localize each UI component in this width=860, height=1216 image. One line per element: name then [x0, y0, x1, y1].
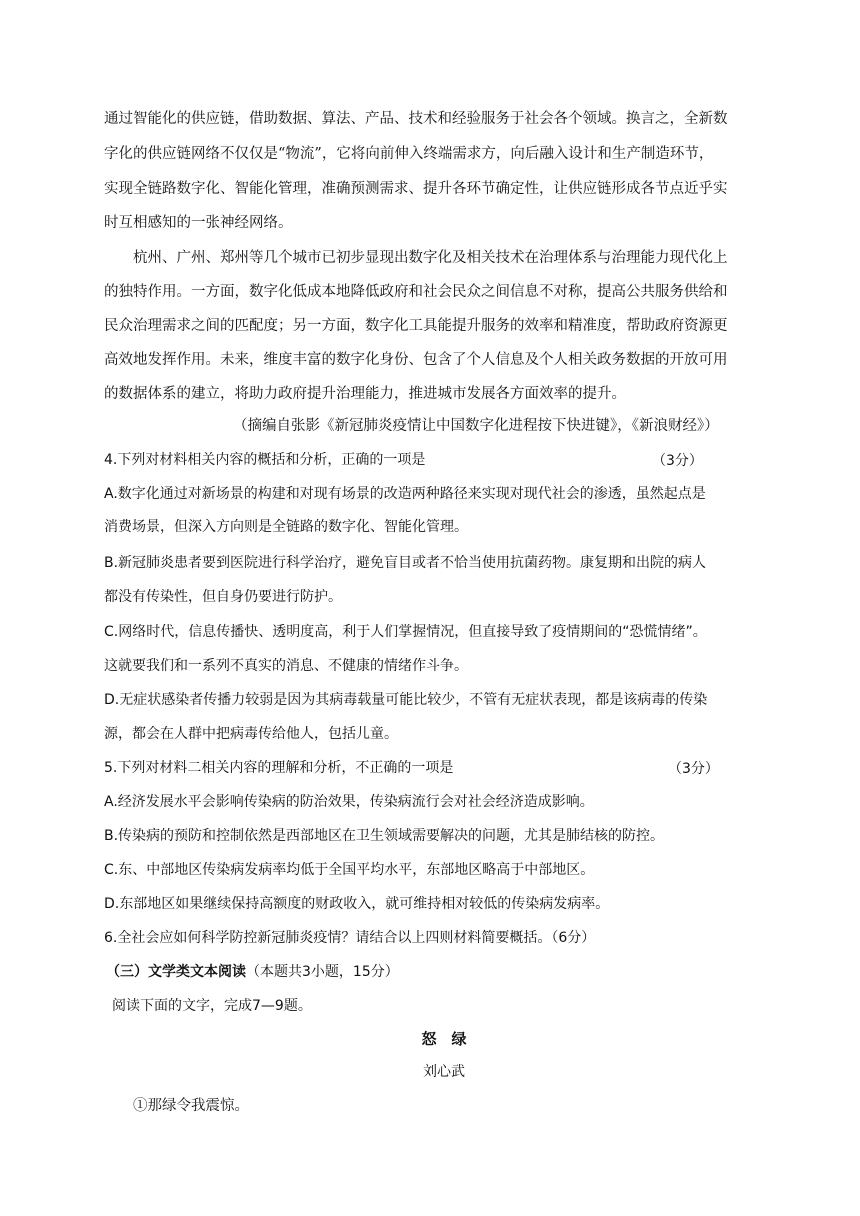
section-heading-note: （本题共3小题，15分） — [246, 964, 399, 980]
option-b-line-2: 都没有传染性，但自身仍要进行防护。 — [104, 589, 342, 605]
option-a-line-2: 消费场景，但深入方向则是全链路的数字化、智能化管理。 — [104, 519, 468, 535]
section-heading-title: （三）文学类文本阅读 — [106, 964, 246, 980]
text-line: 的数据体系的建立，将助力政府提升治理能力，推进城市发展各方面效率的提升。 — [104, 386, 626, 402]
question-stem: 5.下列对材料二相关内容的理解和分析，不正确的一项是 — [104, 760, 454, 776]
source-citation: （摘编自张影《新冠肺炎疫情让中国数字化进程按下快进键》，《新浪财经》） — [233, 418, 719, 434]
text-line: 时互相感知的一张神经网络。 — [104, 215, 293, 231]
text-line: 的独特作用。一方面，数字化低成本地降低政府和社会民众之间信息不对称，提高公共服务供给和 — [104, 284, 728, 300]
option-a: A.经济发展水平会影响传染病的防治效果，传染病流行会对社会经济造成影响。 — [104, 794, 594, 810]
article-title: 怒 绿 — [421, 1030, 467, 1048]
text-line: 字化的供应链网络不仅仅是“物流”，它将向前伸入终端需求方，向后融入设计和生产制造环节， — [104, 146, 714, 162]
question-score: （3分） — [668, 761, 719, 777]
text-line: 实现全链路数字化、智能化管理，准确预测需求、提升各环节确定性，让供应链形成各节点近乎实 — [104, 181, 728, 197]
text-line: 高效地发挥作用。未来，维度丰富的数字化身份、包含了个人信息及个人相关政务数据的开放可用 — [104, 352, 728, 368]
question-stem: 4.下列对材料相关内容的概括和分析，正确的一项是 — [104, 452, 426, 468]
option-b-line-1: B.新冠肺炎患者要到医院进行科学治疗，避免盲目或者不恰当使用抗菌药物。康复期和出院的病人 — [104, 555, 707, 571]
option-d: D.东部地区如果继续保持高额度的财政收入，就可维持相对较低的传染病发病率。 — [104, 896, 610, 912]
article-paragraph-1: ①那绿令我震惊。 — [133, 1098, 249, 1114]
option-c: C.东、中部地区传染病发病率均低于全国平均水平，东部地区略高于中部地区。 — [104, 862, 595, 878]
section-heading — [106, 962, 399, 982]
option-b: B.传染病的预防和控制依然是西部地区在卫生领域需要解决的问题，尤其是肺结核的防控。 — [104, 828, 665, 844]
reading-instruction: 阅读下面的文字，完成7—9题。 — [112, 998, 312, 1014]
text-line: 民众治理需求之间的匹配度；另一方面，数字化工具能提升服务的效率和精准度，帮助政府资源更 — [104, 318, 728, 334]
question-score: （3分） — [652, 453, 703, 469]
option-d-line-2: 源，都会在人群中把病毒传给他人，包括儿童。 — [104, 726, 398, 742]
text-line: 通过智能化的供应链，借助数据、算法、产品、技术和经验服务于社会各个领域。换言之，全新数 — [104, 111, 728, 127]
option-c-line-1: C.网络时代，信息传播快、透明度高，利于人们掌握情况，但直接导致了疫情期间的“恐慌情绪”。 — [104, 624, 707, 640]
option-d-line-1: D.无症状感染者传播力较弱是因为其病毒载量可能比较少，不管有无症状表现，都是该病毒的传染 — [104, 692, 708, 708]
article-author: 刘心武 — [423, 1064, 465, 1080]
option-c-line-2: 这就要我们和一系列不真实的消息、不健康的情绪作斗争。 — [104, 658, 468, 674]
question-6: 6.全社会应如何科学防控新冠肺炎疫情？请结合以上四则材料简要概括。（6分） — [104, 930, 596, 946]
option-a-line-1: A.数字化通过对新场景的构建和对现有场景的改造两种路径来实现对现代社会的渗透，虽然起点是 — [104, 486, 706, 502]
text-line: 杭州、广州、郑州等几个城市已初步显现出数字化及相关技术在治理体系与治理能力现代化上 — [133, 250, 728, 266]
